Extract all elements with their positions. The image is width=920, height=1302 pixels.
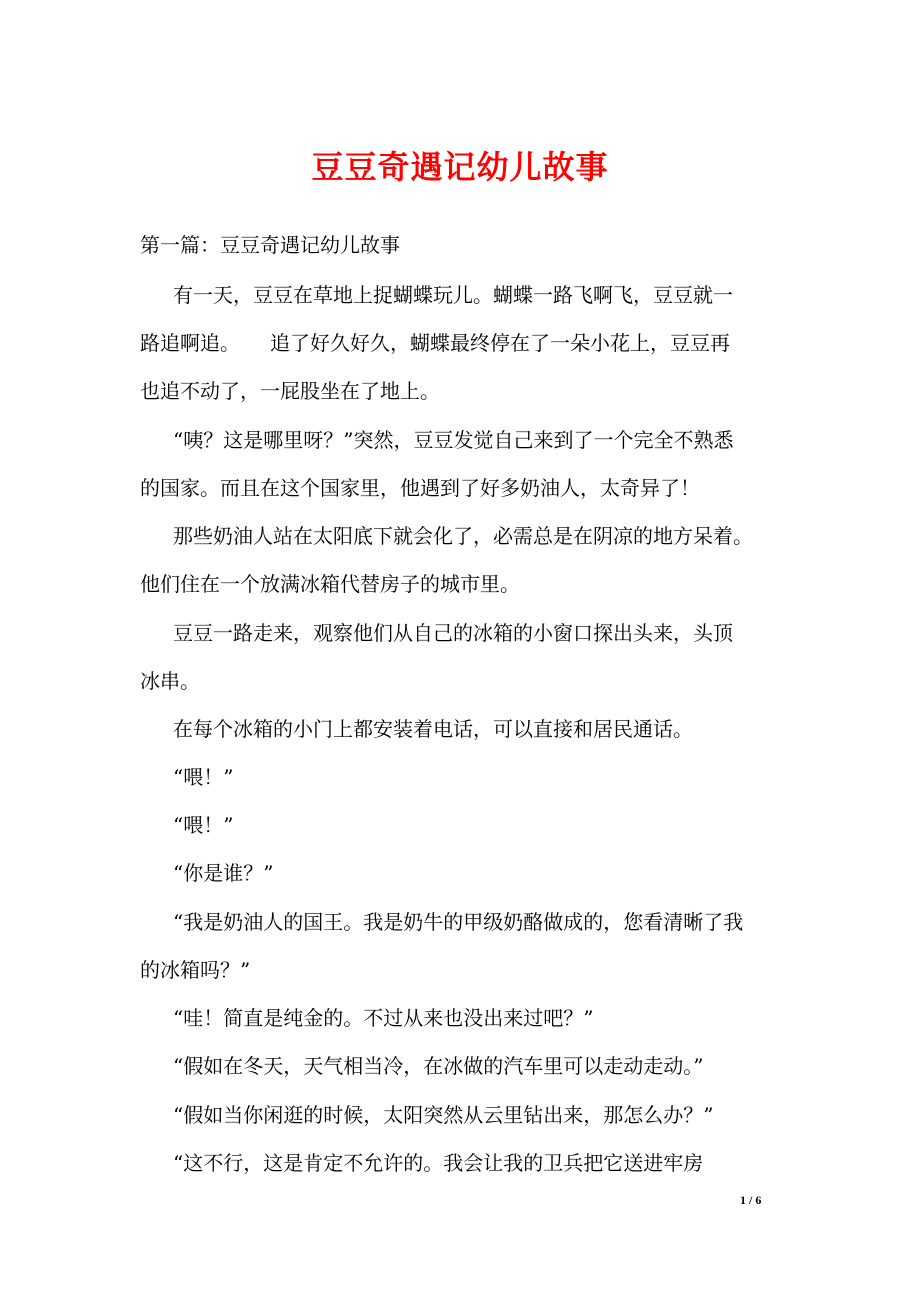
text-line: 他们住在一个放满冰箱代替房子的城市里。 (140, 572, 520, 596)
document-title: 豆豆奇遇记幼儿故事 (311, 148, 609, 186)
text-line: 也追不动了，一屁股坐在了地上。 (140, 379, 440, 403)
text-line: 那些奶油人站在太阳底下就会化了，必需总是在阴凉的地方呆着。 (173, 524, 753, 548)
text-line: “假如当你闲逛的时候，太阳突然从云里钻出来，那怎么办？” (173, 1103, 714, 1127)
text-line: “假如在冬天，天气相当冷，在冰做的汽车里可以走动走动。” (173, 1054, 704, 1078)
text-line: 路追啊追。 追了好久好久，蝴蝶最终停在了一朵小花上，豆豆再 (140, 331, 730, 355)
text-line: 的国家。而且在这个国家里，他遇到了好多奶油人，太奇异了！ (140, 476, 700, 500)
text-line: “我是奶油人的国王。我是奶牛的甲级奶酪做成的，您看清晰了我 (173, 910, 744, 934)
text-line: “咦？这是哪里呀？”突然，豆豆发觉自己来到了一个完全不熟悉 (173, 428, 734, 452)
text-line: 豆豆一路走来，观察他们从自己的冰箱的小窗口探出头来，头顶 (173, 621, 733, 645)
text-line: 有一天，豆豆在草地上捉蝴蝶玩儿。蝴蝶一路飞啊飞，豆豆就一 (173, 283, 733, 307)
text-line: 在每个冰箱的小门上都安装着电话，可以直接和居民通话。 (173, 717, 693, 741)
text-line: “你是谁？” (173, 861, 274, 885)
text-line: 的冰箱吗？” (140, 958, 251, 982)
text-line: “喂！” (173, 813, 234, 837)
text-line: “这不行，这是肯定不允许的。我会让我的卫兵把它送进牢房 (173, 1151, 704, 1175)
section-heading: 第一篇：豆豆奇遇记幼儿故事 (140, 233, 400, 257)
text-line: “喂！” (173, 765, 234, 789)
text-line: 冰串。 (140, 669, 200, 693)
text-line: “哇！简直是纯金的。不过从来也没出来过吧？” (173, 1006, 594, 1030)
page-number: 1 / 6 (740, 1193, 762, 1207)
